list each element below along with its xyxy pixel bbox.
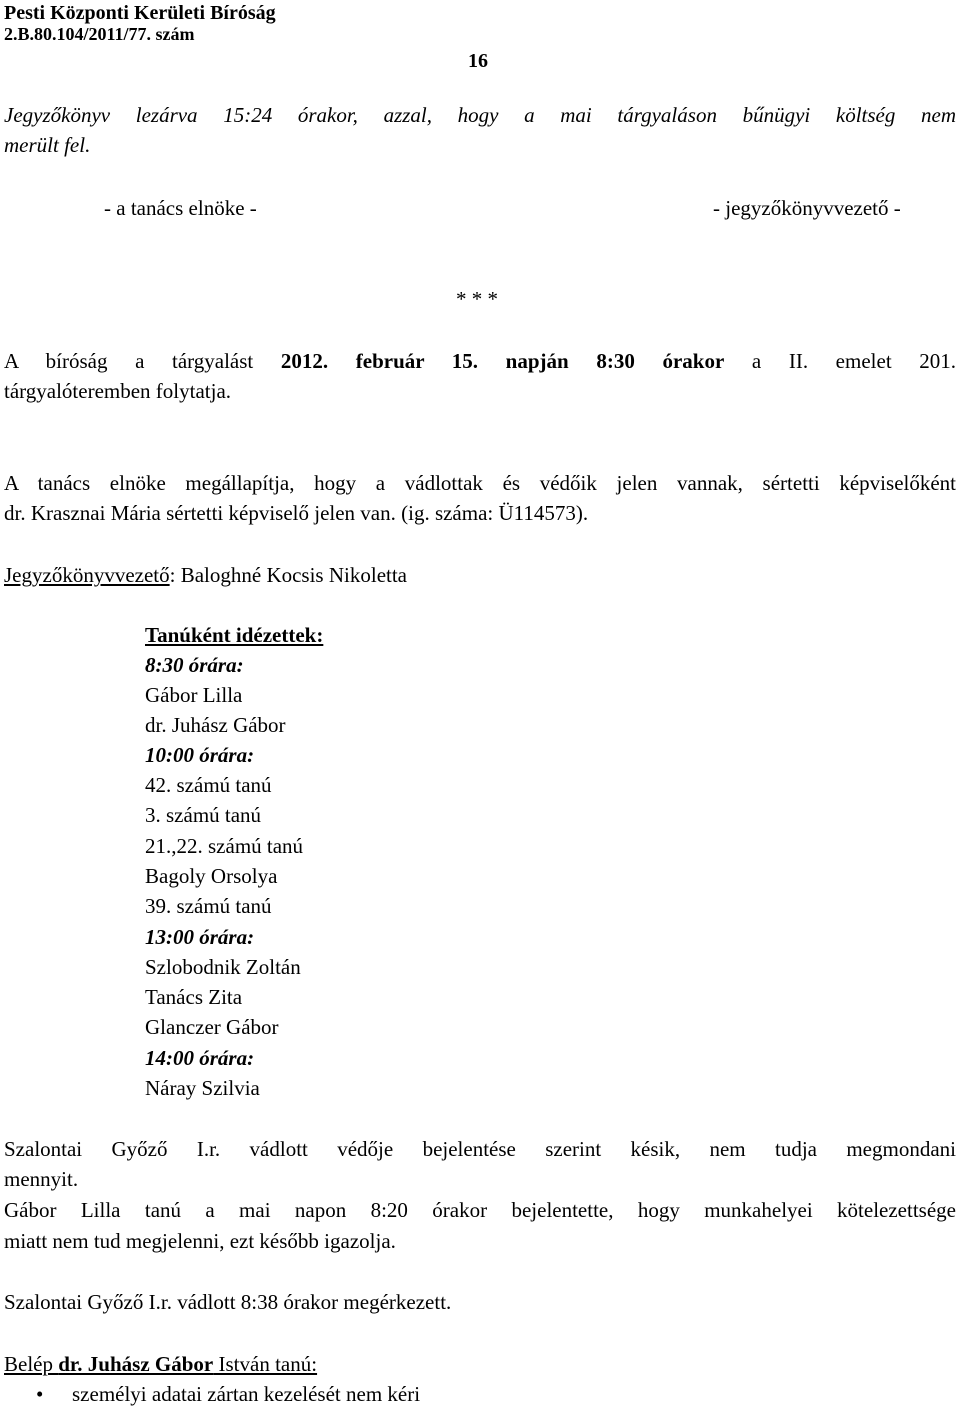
entry-bullet-text: személyi adatai zártan kezelését nem kéri: [72, 1382, 421, 1406]
note-arrival: Szalontai Győző I.r. vádlott 8:38 órakor megérkezett.: [4, 1290, 452, 1314]
witness-slot-time: 10:00 órára:: [145, 743, 255, 767]
entry-text-c: István tanú:: [213, 1352, 318, 1376]
clerk-line: [4, 560, 407, 590]
clerk-name: : Baloghné Kocsis Nikoletta: [169, 563, 408, 587]
note-late-line-1: Szalontai Győző I.r. vádlott védője bejelentése szerint késik, nem tudja megmondani: [4, 1137, 956, 1161]
case-number: 2.B.80.104/2011/77. szám: [4, 24, 195, 44]
note-absent-line-1: Gábor Lilla tanú a mai napon 8:20 órakor bejelentette, hogy munkahelyei kötelezettsége: [4, 1198, 956, 1222]
note-late-line-2: mennyit.: [4, 1167, 79, 1191]
witness-name: Szlobodnik Zoltán: [145, 955, 301, 979]
entry-text-a: Belép: [4, 1352, 59, 1376]
witness-name: dr. Juhász Gábor: [145, 713, 286, 737]
entry-witness-name: dr. Juhász Gábor: [58, 1352, 214, 1376]
continuation-line-2: tárgyalóteremben folytatja.: [4, 379, 232, 403]
court-name: Pesti Központi Kerületi Bíróság: [4, 2, 276, 24]
note-absent-line-2: miatt nem tud megjelenni, ezt később igazolja.: [4, 1229, 396, 1253]
witness-name: 39. számú tanú: [145, 894, 272, 918]
witness-entry-heading: [4, 1349, 317, 1379]
continuation-text-c: a II. emelet 201.: [751, 349, 957, 373]
witness-slot-time: 13:00 órára:: [145, 925, 255, 949]
witness-name: Glanczer Gábor: [145, 1015, 279, 1039]
witness-name: 42. számú tanú: [145, 773, 272, 797]
signature-chair: - a tanács elnöke -: [104, 196, 257, 220]
witness-name: Bagoly Orsolya: [145, 864, 278, 888]
closing-line-1: Jegyzőkönyv lezárva 15:24 órakor, azzal, hogy a mai tárgyaláson bűnügyi költség nem: [4, 103, 956, 127]
clerk-label: Jegyzőkönyvvezető: [4, 563, 170, 587]
witness-name: Gábor Lilla: [145, 683, 243, 707]
section-separator: * * *: [456, 287, 498, 311]
witness-slot-time: 14:00 órára:: [145, 1046, 255, 1070]
witness-slot-time: 8:30 órára:: [145, 653, 244, 677]
closing-line-2: merült fel.: [4, 133, 91, 157]
signature-clerk: - jegyzőkönyvvezető -: [713, 196, 901, 220]
witness-name: Náray Szilvia: [145, 1076, 260, 1100]
continuation-text-a: A bíróság a tárgyalást: [4, 349, 254, 373]
witness-name: 3. számú tanú: [145, 803, 262, 827]
page-number: 16: [468, 50, 488, 72]
continuation-line-1: [4, 346, 956, 376]
witness-name: 21.,22. számú tanú: [145, 834, 304, 858]
witness-heading: Tanúként idézettek:: [145, 623, 324, 647]
continuation-date: 2012. február 15. napján 8:30 órakor: [280, 349, 725, 373]
witness-name: Tanács Zita: [145, 985, 243, 1009]
presence-line-1: A tanács elnöke megállapítja, hogy a vádlottak és védőik jelen vannak, sértetti képviselőként: [4, 471, 956, 495]
bullet-icon: •: [36, 1382, 44, 1406]
presence-line-2: dr. Krasznai Mária sértetti képviselő jelen van. (ig. száma: Ü114573).: [4, 501, 589, 525]
